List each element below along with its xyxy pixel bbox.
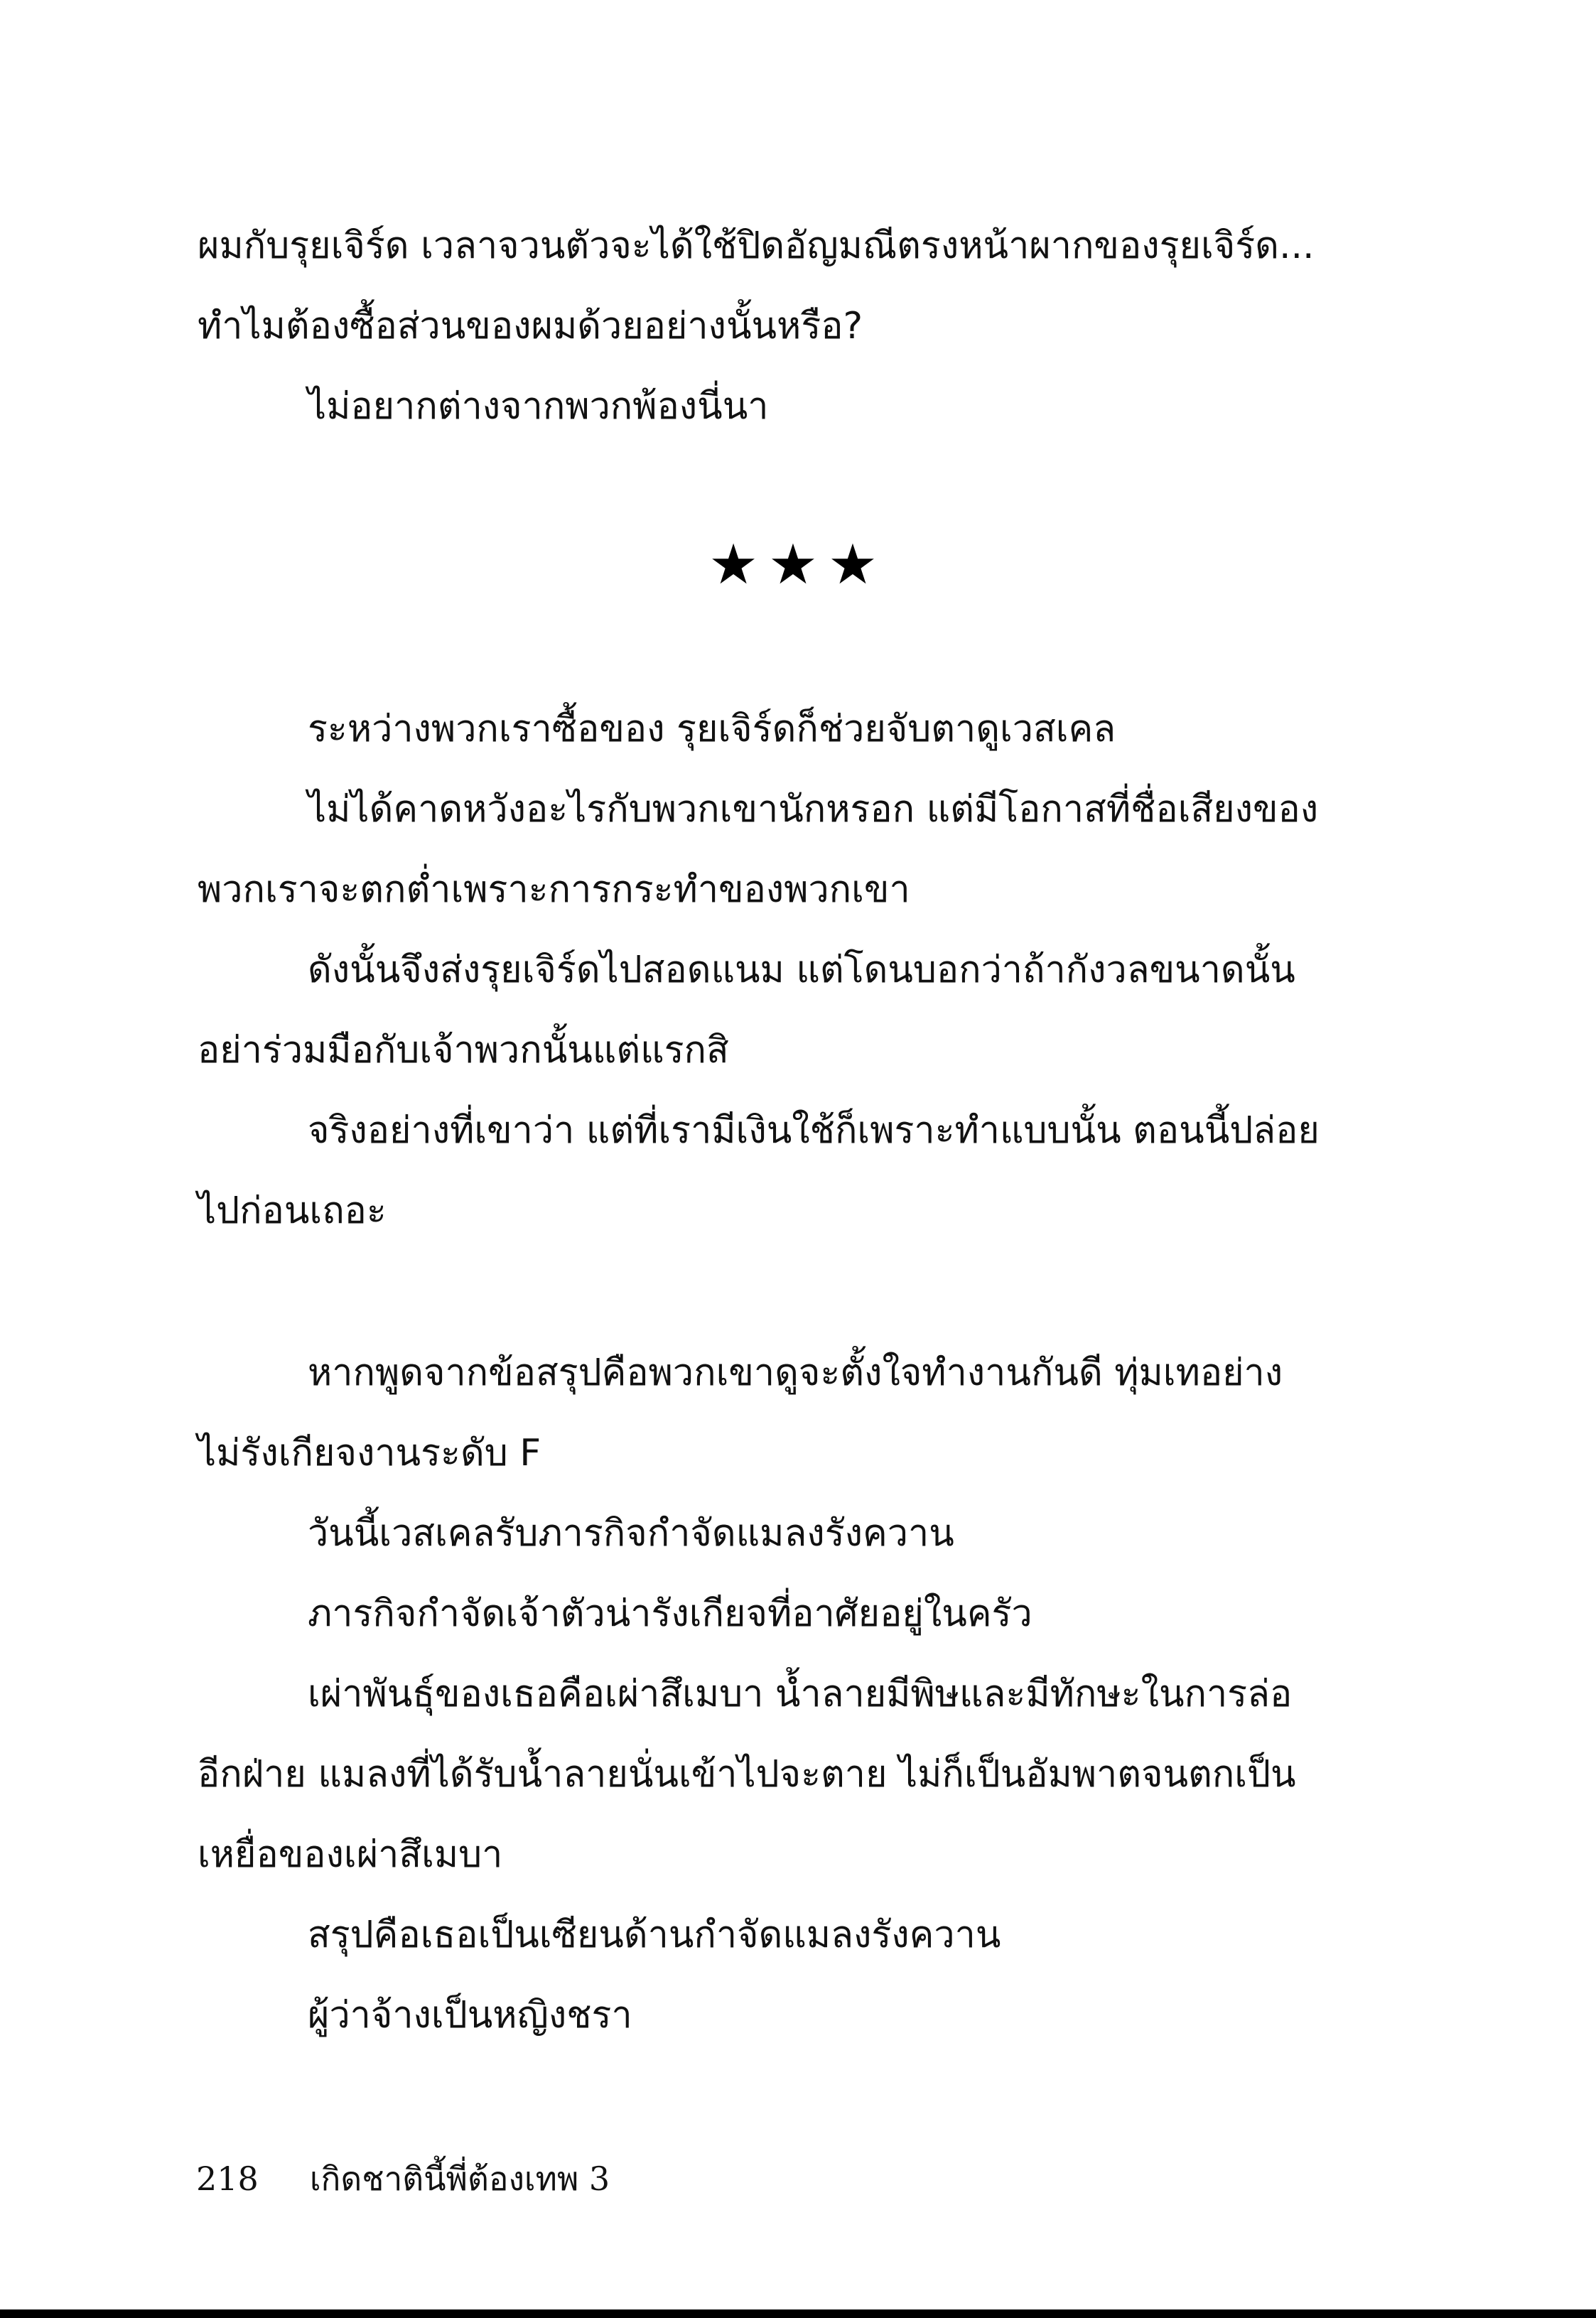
text-line: เผ่าพันธุ์ของเธอคือเผ่าสึเมบา น้ำลายมีพิษและมีทักษะในการล่อ: [308, 1673, 1293, 1715]
page-footer: [196, 2150, 610, 2207]
text-line: ไม่ได้คาดหวังอะไรกับพวกเขานักหรอก แต่มีโอกาสที่ชื่อเสียงของ: [308, 788, 1319, 831]
text-line: เหยื่อของเผ่าสึเมบา: [198, 1833, 503, 1876]
paragraph-block-3: [198, 1333, 1306, 2056]
text-line: พวกเราจะตกต่ำเพราะการกระทำของพวกเขา: [198, 868, 910, 911]
text-line: ผมกับรุยเจิร์ด เวลาจวนตัวจะได้ใช้ปิดอัญมณีตรงหน้าผากของรุยเจิร์ด...: [198, 225, 1315, 267]
paragraph-block-1: [198, 206, 1315, 447]
text-line: อีกฝ่าย แมลงที่ได้รับน้ำลายนั่นเข้าไปจะตาย ไม่ก็เป็นอัมพาตจนตกเป็น: [198, 1753, 1296, 1796]
bottom-border: [0, 2309, 1596, 2318]
text-line: ระหว่างพวกเราซื้อของ รุยเจิร์ดก็ช่วยจับตาดูเวสเคล: [308, 708, 1116, 750]
text-line: หากพูดจากข้อสรุปคือพวกเขาดูจะตั้งใจทำงานกันดี ทุ่มเทอย่าง: [308, 1352, 1283, 1394]
text-line: วันนี้เวสเคลรับภารกิจกำจัดแมลงรังควาน: [308, 1512, 954, 1555]
text-line: ไม่รังเกียจงานระดับ F: [198, 1432, 541, 1475]
book-title: เกิดชาตินี้พี่ต้องเทพ 3: [309, 2160, 610, 2198]
page-number: 218: [196, 2160, 259, 2198]
paragraph-block-2: [198, 689, 1320, 1251]
text-line: อย่าร่วมมือกับเจ้าพวกนั้นแต่แรกสิ: [198, 1029, 729, 1072]
text-line: สรุปคือเธอเป็นเซียนด้านกำจัดแมลงรังควาน: [308, 1914, 1001, 1956]
text-line: ไปก่อนเถอะ: [198, 1190, 387, 1232]
text-line: ดังนั้นจึงส่งรุยเจิร์ดไปสอดแนม แต่โดนบอกว่าถ้ากังวลขนาดนั้น: [308, 949, 1295, 991]
text-line: ทำไมต้องซื้อส่วนของผมด้วยอย่างนั้นหรือ?: [198, 305, 863, 347]
text-line: ผู้ว่าจ้างเป็นหญิงชรา: [308, 1994, 632, 2037]
section-separator: ★★★: [708, 533, 888, 597]
text-line: ภารกิจกำจัดเจ้าตัวน่ารังเกียจที่อาศัยอยู่ในครัว: [308, 1592, 1032, 1635]
text-line: ไม่อยากต่างจากพวกพ้องนี่นา: [308, 385, 769, 428]
text-line: จริงอย่างที่เขาว่า แต่ที่เรามีเงินใช้ก็เพราะทำแบบนั้น ตอนนี้ปล่อย: [308, 1109, 1320, 1152]
